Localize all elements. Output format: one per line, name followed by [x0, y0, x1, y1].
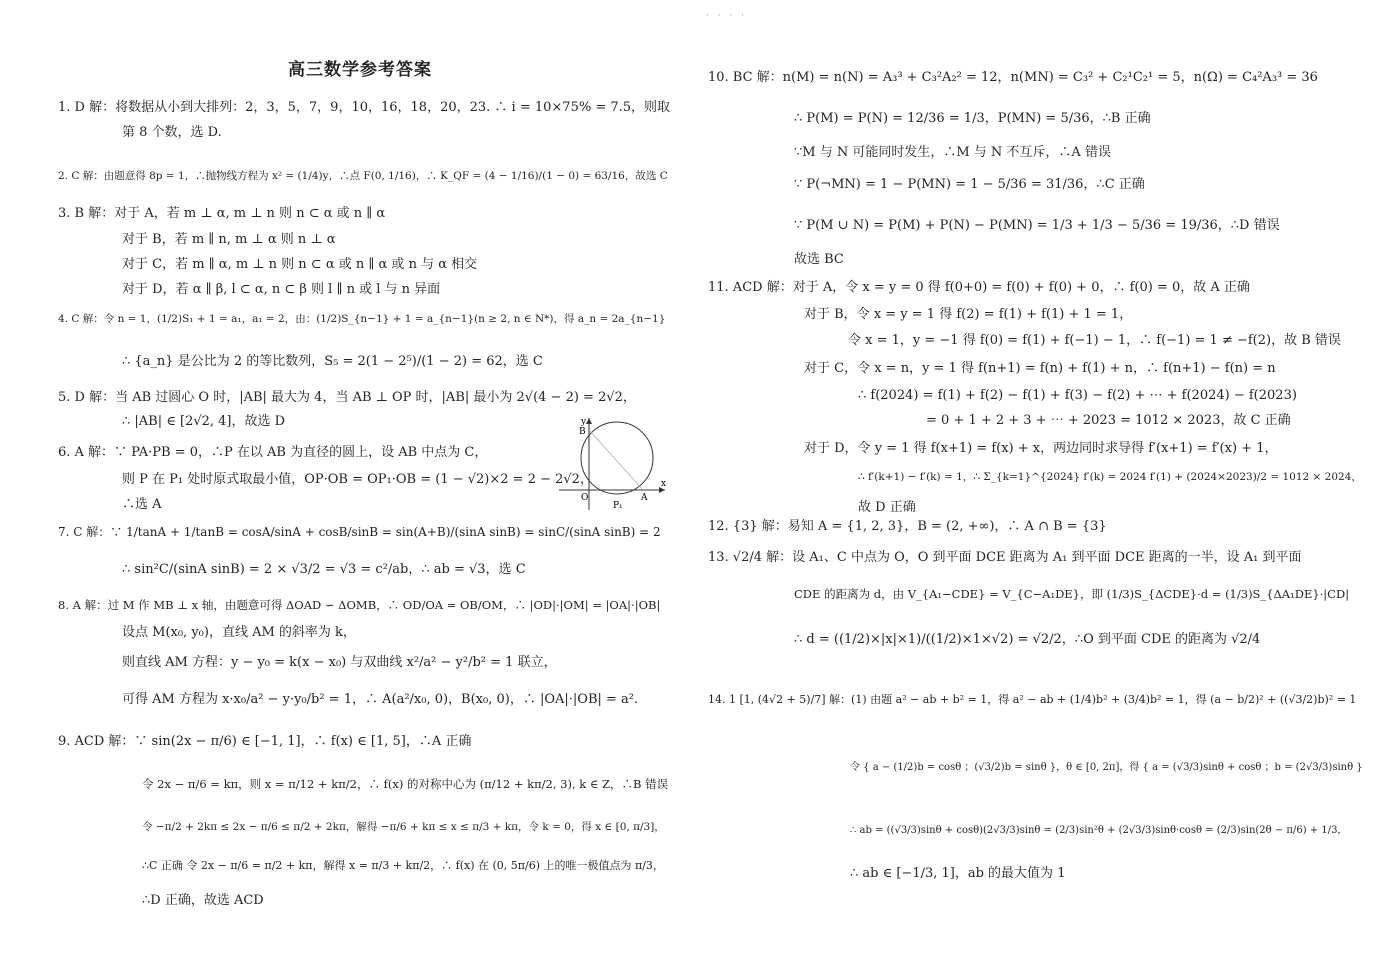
answer-line: 11. ACD 解：对于 A，令 x = y = 0 得 f(0+0) = f(0) + f(0) + 0，∴ f(0) = 0，故 A 正确 [708, 280, 1250, 295]
answer-line: 3. B 解：对于 A，若 m ⊥ α, m ⊥ n 则 n ⊂ α 或 n ∥ α [58, 206, 386, 221]
answer-line: 6. A 解：∵ PA·PB = 0，∴P 在以 AB 为直径的圆上，设 AB 中点为 C， [58, 445, 488, 460]
answer-line: 则 P 在 P₁ 处时原式取最小值，OP·OB = OP₁·OB = (1 − √2)×2 = 2 − 2√2， [122, 472, 593, 487]
answer-line: 对于 D，令 y = 1 得 f(x+1) = f(x) + x，两边同时求导得 f′(x+1) = f′(x) + 1， [804, 441, 1278, 456]
answer-line: 设点 M(x₀, y₀)，直线 AM 的斜率为 k， [122, 625, 356, 640]
answer-line: ∴ f(2024) = f(1) + f(2) − f(1) + f(3) − f(2) + ⋯ + f(2024) − f(2023) [858, 388, 1297, 403]
header-dots: · · · · [706, 11, 748, 21]
answer-line: ∴选 A [122, 497, 162, 512]
page-title: 高三数学参考答案 [288, 60, 432, 80]
answer-line: = 0 + 1 + 2 + 3 + ⋯ + 2023 = 1012 × 2023，故 C 正确 [926, 413, 1291, 428]
answer-line: ∵ P(M ∪ N) = P(M) + P(N) − P(MN) = 1/3 + 1/3 − 5/36 = 19/36，∴D 错误 [794, 218, 1280, 233]
answer-line: 12. {3} 解：易知 A = {1, 2, 3}，B = (2, +∞)，∴ A ∩ B = {3} [708, 519, 1107, 534]
answer-line: 10. BC 解：n(M) = n(N) = A₃³ + C₃²A₂² = 12，n(MN) = C₃² + C₂¹C₂¹ = 5，n(Ω) = C₄²A₃³ = 36 [708, 70, 1318, 85]
answer-line: 可得 AM 方程为 x·x₀/a² − y·y₀/b² = 1，∴ A(a²/x₀, 0)，B(x₀, 0)，∴ |OA|·|OB| = a². [122, 692, 639, 707]
answer-line: 令 2x − π/6 = kπ，则 x = π/12 + kπ/2，∴ f(x) 的对称中心为 (π/12 + kπ/2, 3), k ∈ Z，∴B 错误 [142, 777, 669, 791]
answer-line: 对于 C，令 x = n，y = 1 得 f(n+1) = f(n) + f(1) + n，∴ f(n+1) − f(n) = n [804, 361, 1276, 376]
point-o-label: O [581, 493, 589, 503]
answer-line: 4. C 解：令 n = 1，(1/2)S₁ + 1 = a₁，a₁ = 2，由：(1/2)S_{n−1} + 1 = a_{n−1}(n ≥ 2, n ∈ N*)，得 a_n = 2a_{n−1} [58, 313, 666, 325]
answer-line: 第 8 个数，选 D. [122, 125, 222, 140]
answer-line: ∴ sin²C/(sinA sinB) = 2 × √3/2 = √3 = c²/ab，∴ ab = √3，选 C [122, 562, 526, 577]
answer-line: 5. D 解：当 AB 过圆心 O 时，|AB| 最大为 4，当 AB ⊥ OP 时，|AB| 最小为 2√(4 − 2) = 2√2， [58, 390, 636, 405]
answer-line: 故选 BC [794, 252, 844, 267]
answer-line: 令 x = 1，y = −1 得 f(0) = f(1) + f(−1) − 1，∴ f(−1) = 1 ≠ −f(2)，故 B 错误 [848, 333, 1341, 348]
answer-line: ∴ ab = ((√3/3)sinθ + cosθ)(2√3/3)sinθ = (2/3)sin²θ + (2√3/3)sinθ·cosθ = (2/3)sin(2θ − π/6) + 1/3， [850, 825, 1348, 836]
answer-line: 对于 C，若 m ∥ α, m ⊥ n 则 n ⊂ α 或 n ∥ α 或 n 与 α 相交 [122, 257, 478, 272]
answer-line: ∴ ab ∈ [−1/3, 1]，ab 的最大值为 1 [850, 866, 1066, 881]
answer-line: 令 −π/2 + 2kπ ≤ 2x − π/6 ≤ π/2 + 2kπ，解得 −π/6 + kπ ≤ x ≤ π/3 + kπ，令 k = 0，得 x ∈ [0, π/3]， [142, 821, 665, 833]
answer-line: 14. 1 [1, (4√2 + 5)/7] 解：(1) 由题 a² − ab + b² = 1，得 a² − ab + (1/4)b² + (3/4)b² = 1，得 (a − b/2)² + ((√3/2)b)² = 1 [708, 693, 1357, 706]
answer-line: 则直线 AM 方程：y − y₀ = k(x − x₀) 与双曲线 x²/a² − y²/b² = 1 联立， [122, 655, 557, 670]
answer-line: ∴ f′(k+1) − f′(k) = 1，∴ Σ_{k=1}^{2024} f′(k) = 2024 f′(1) + (2024×2023)/2 = 1012 × 2024， [858, 471, 1362, 483]
answer-line: 7. C 解：∵ 1/tanA + 1/tanB = cosA/sinA + cosB/sinB = sin(A+B)/(sinA sinB) = sinC/(sinA sinB) = 2 [58, 525, 661, 539]
answer-line: 令 { a − (1/2)b = cosθ ；(√3/2)b = sinθ }，θ ∈ [0, 2π]，得 { a = (√3/3)sinθ + cosθ ；b = (2√3/3)sinθ } [850, 762, 1363, 773]
answer-line: 对于 D，若 α ∥ β, l ⊂ α, n ⊂ β 则 l ∥ n 或 l 与 n 异面 [122, 282, 441, 297]
answer-line: CDE 的距离为 d，由 V_{A₁−CDE} = V_{C−A₁DE}，即 (1/3)S_{ΔCDE}·d = (1/3)S_{ΔA₁DE}·|CD| [794, 587, 1350, 601]
answer-line: 对于 B，令 x = y = 1 得 f(2) = f(1) + f(1) + 1 = 1， [804, 307, 1133, 322]
answer-line: ∴ {a_n} 是公比为 2 的等比数列，S₅ = 2(1 − 2⁵)/(1 − 2) = 62，选 C [122, 354, 543, 369]
y-axis-arrow [586, 418, 592, 424]
answer-line: ∴ |AB| ∈ [2√2, 4]，故选 D [122, 414, 286, 429]
point-a-label: A [641, 493, 648, 503]
answer-line: ∴D 正确，故选 ACD [142, 893, 264, 908]
answer-line: ∴ P(M) = P(N) = 12/36 = 1/3，P(MN) = 5/36，∴B 正确 [794, 111, 1151, 126]
answer-line: 2. C 解：由题意得 8p = 1，∴抛物线方程为 x² = (1/4)y，∴点 F(0, 1/16)，∴ K_QF = (4 − 1/16)/(1 − 0) = 63/16，故选 C [58, 170, 668, 182]
y-axis-label: y [581, 417, 587, 427]
answer-line: 8. A 解：过 M 作 MB ⊥ x 轴，由题意可得 ΔOAD ∽ ΔOMB，∴ OD/OA = OB/OM，∴ |OD|·|OM| = |OA|·|OB| [58, 598, 661, 612]
chord-ab [589, 430, 643, 490]
circle-figure [555, 410, 670, 515]
answer-line: 故 D 正确 [858, 500, 916, 515]
answer-line: 1. D 解：将数据从小到大排列：2，3，5，7，9，10，16，18，20，23. ∴ i = 10×75% = 7.5，则取 [58, 100, 671, 115]
point-p1-label: P₁ [613, 501, 623, 511]
answer-line: ∵ P(¬MN) = 1 − P(MN) = 1 − 5/36 = 31/36，∴C 正确 [794, 177, 1145, 192]
answer-line: ∴C 正确 令 2x − π/6 = π/2 + kπ，解得 x = π/3 + kπ/2，∴ f(x) 在 (0, 5π/6) 上的唯一极值点为 π/3， [142, 859, 664, 872]
answer-line: 9. ACD 解：∵ sin(2x − π/6) ∈ [−1, 1]，∴ f(x) ∈ [1, 5]，∴A 正确 [58, 734, 472, 749]
answer-line: ∵M 与 N 可能同时发生，∴M 与 N 不互斥，∴A 错误 [794, 145, 1111, 160]
answer-line: 13. √2/4 解：设 A₁、C 中点为 O，O 到平面 DCE 距离为 A₁ 到平面 DCE 距离的一半，设 A₁ 到平面 [708, 550, 1302, 565]
x-axis-label: x [661, 479, 667, 489]
point-b-label: B [579, 427, 586, 437]
answer-line: ∴ d = ((1/2)×|x|×1)/((1/2)×1×√2) = √2/2，∴O 到平面 CDE 的距离为 √2/4 [794, 632, 1261, 647]
answer-line: 对于 B，若 m ∥ n, m ⊥ α 则 n ⊥ α [122, 232, 336, 247]
